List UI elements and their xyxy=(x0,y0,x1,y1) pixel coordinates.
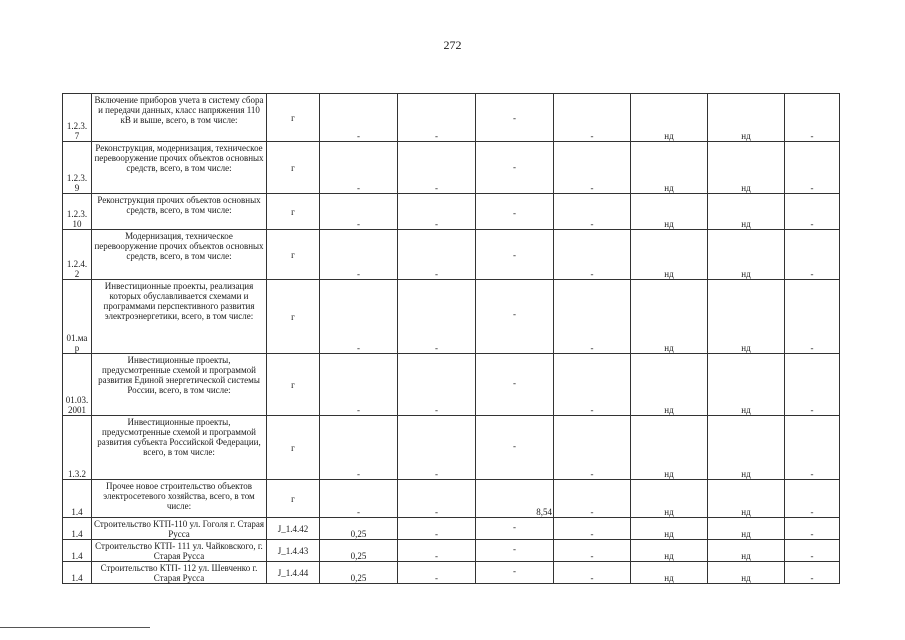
row-value-4: - xyxy=(554,540,631,562)
row-value-2: - xyxy=(398,94,476,142)
row-value-5: нд xyxy=(631,194,708,230)
row-name: Прочее новое строительство объектов электросетевого хозяйства, всего, в том числе: xyxy=(92,480,267,518)
row-value-7: - xyxy=(785,94,840,142)
row-value-4: - xyxy=(554,142,631,194)
row-value-7: - xyxy=(785,230,840,280)
row-value-2: - xyxy=(398,416,476,480)
row-value-1: 0,25 xyxy=(320,562,398,584)
row-value-4: - xyxy=(554,562,631,584)
value-3-text: - xyxy=(513,112,516,123)
row-name: Модернизация, техническое перевооружение прочих объектов основных средств, всего, в том числе: xyxy=(92,230,267,280)
page-number: 272 xyxy=(443,38,462,52)
row-code: 01.ма р xyxy=(63,280,92,354)
row-identifier: г xyxy=(267,480,320,518)
row-value-3 xyxy=(476,354,554,416)
row-value-7: - xyxy=(785,540,840,562)
row-name: Строительство КТП-110 ул. Гоголя г. Старая Русса xyxy=(92,518,267,540)
table-row xyxy=(63,354,840,416)
row-code: 1.2.3. 7 xyxy=(63,94,92,142)
table-row xyxy=(63,230,840,280)
row-value-5: нд xyxy=(631,480,708,518)
row-code: 1.2.4. 2 xyxy=(63,230,92,280)
value-3-text: - xyxy=(513,441,516,452)
table-row xyxy=(63,142,840,194)
row-value-2: - xyxy=(398,480,476,518)
row-value-2: - xyxy=(398,562,476,584)
value-3-text: - xyxy=(513,208,516,218)
row-value-5: нд xyxy=(631,280,708,354)
row-value-1: - xyxy=(320,416,398,480)
table-body xyxy=(63,94,840,584)
row-code: 1.4 xyxy=(63,540,92,562)
row-value-6: нд xyxy=(708,480,785,518)
row-identifier: г xyxy=(267,416,320,480)
row-value-1: 0,25 xyxy=(320,518,398,540)
row-value-1: - xyxy=(320,480,398,518)
value-3-text: - xyxy=(513,378,516,389)
row-value-7: - xyxy=(785,280,840,354)
table-row xyxy=(63,480,840,518)
row-value-6: нд xyxy=(708,354,785,416)
footnote-separator xyxy=(0,627,150,628)
row-name: Включение приборов учета в систему сбора и передачи данных, класс напряжения 110 кВ и выше, всего, в том числе: xyxy=(92,94,267,142)
row-code: 1.2.3. 10 xyxy=(63,194,92,230)
investment-table xyxy=(62,93,840,584)
row-value-4: - xyxy=(554,354,631,416)
row-value-7: - xyxy=(785,518,840,540)
row-value-5: нд xyxy=(631,518,708,540)
row-name: Инвестиционные проекты, предусмотренные схемой и программой развития субъекта Российской Федерации, всего, в том числе: xyxy=(92,416,267,480)
table-row xyxy=(63,562,840,584)
row-value-5: нд xyxy=(631,562,708,584)
row-value-5: нд xyxy=(631,540,708,562)
row-code: 1.4 xyxy=(63,562,92,584)
row-value-2: - xyxy=(398,354,476,416)
row-value-1: - xyxy=(320,194,398,230)
value-3-text: - xyxy=(513,566,516,577)
row-value-1: - xyxy=(320,94,398,142)
table-row xyxy=(63,416,840,480)
value-3-text: - xyxy=(513,249,516,260)
row-value-4: - xyxy=(554,94,631,142)
row-value-3: 8,54 xyxy=(476,480,554,518)
row-value-3 xyxy=(476,540,554,562)
row-value-2: - xyxy=(398,194,476,230)
row-identifier: J_1.4.42 xyxy=(267,518,320,540)
row-identifier: г xyxy=(267,194,320,230)
value-3-text: - xyxy=(513,162,516,173)
row-identifier: г xyxy=(267,230,320,280)
row-value-5: нд xyxy=(631,142,708,194)
row-name: Строительство КТП- 112 ул. Шевченко г. Старая Русса xyxy=(92,562,267,584)
row-value-2: - xyxy=(398,518,476,540)
row-identifier: J_1.4.44 xyxy=(267,562,320,584)
row-name: Строительство КТП- 111 ул. Чайковского, г. Старая Русса xyxy=(92,540,267,562)
row-value-1: - xyxy=(320,354,398,416)
row-value-1: - xyxy=(320,230,398,280)
row-identifier: г xyxy=(267,280,320,354)
row-value-4: - xyxy=(554,518,631,540)
row-value-4: - xyxy=(554,280,631,354)
row-value-5: нд xyxy=(631,354,708,416)
table-row xyxy=(63,280,840,354)
row-name: Реконструкция прочих объектов основных средств, всего, в том числе: xyxy=(92,194,267,230)
row-value-6: нд xyxy=(708,94,785,142)
row-value-2: - xyxy=(398,540,476,562)
row-value-5: нд xyxy=(631,416,708,480)
row-identifier: J_1.4.43 xyxy=(267,540,320,562)
table-row xyxy=(63,518,840,540)
row-value-3 xyxy=(476,94,554,142)
row-value-1: - xyxy=(320,142,398,194)
row-value-3 xyxy=(476,518,554,540)
row-value-4: - xyxy=(554,194,631,230)
row-value-4: - xyxy=(554,416,631,480)
row-value-4: - xyxy=(554,230,631,280)
row-name: Инвестиционные проекты, реализация которых обуславливается схемами и программами перспективного развития электроэнергетики, всего, в том числе: xyxy=(92,280,267,354)
row-code: 1.2.3. 9 xyxy=(63,142,92,194)
row-value-7: - xyxy=(785,416,840,480)
value-3-text: - xyxy=(513,522,516,533)
table-row xyxy=(63,94,840,142)
row-value-6: нд xyxy=(708,562,785,584)
row-name: Реконструкция, модернизация, техническое перевооружение прочих объектов основных средств, всего, в том числе: xyxy=(92,142,267,194)
row-identifier: г xyxy=(267,94,320,142)
row-value-6: нд xyxy=(708,540,785,562)
row-value-2: - xyxy=(398,142,476,194)
row-value-3 xyxy=(476,194,554,230)
row-value-2: - xyxy=(398,280,476,354)
row-value-6: нд xyxy=(708,230,785,280)
row-value-3 xyxy=(476,230,554,280)
row-code: 1.4 xyxy=(63,518,92,540)
row-value-4: - xyxy=(554,480,631,518)
row-name: Инвестиционные проекты, предусмотренные схемой и программой развития Единой энергетической системы России, всего, в том числе: xyxy=(92,354,267,416)
value-3-text: - xyxy=(513,309,516,320)
row-code: 01.03. 2001 xyxy=(63,354,92,416)
row-value-7: - xyxy=(785,562,840,584)
row-value-7: - xyxy=(785,354,840,416)
row-value-5: нд xyxy=(631,94,708,142)
row-identifier: г xyxy=(267,142,320,194)
row-value-6: нд xyxy=(708,280,785,354)
row-code: 1.3.2 xyxy=(63,416,92,480)
row-value-3 xyxy=(476,416,554,480)
row-value-6: нд xyxy=(708,416,785,480)
row-value-1: 0,25 xyxy=(320,540,398,562)
row-value-6: нд xyxy=(708,518,785,540)
value-3-text: - xyxy=(513,544,516,555)
row-value-7: - xyxy=(785,142,840,194)
row-value-2: - xyxy=(398,230,476,280)
row-value-3 xyxy=(476,562,554,584)
row-value-6: нд xyxy=(708,194,785,230)
row-value-1: - xyxy=(320,280,398,354)
row-identifier: г xyxy=(267,354,320,416)
table-row xyxy=(63,194,840,230)
row-code: 1.4 xyxy=(63,480,92,518)
row-value-3 xyxy=(476,142,554,194)
row-value-3 xyxy=(476,280,554,354)
row-value-5: нд xyxy=(631,230,708,280)
row-value-7: - xyxy=(785,194,840,230)
row-value-6: нд xyxy=(708,142,785,194)
row-value-7: - xyxy=(785,480,840,518)
table-row xyxy=(63,540,840,562)
